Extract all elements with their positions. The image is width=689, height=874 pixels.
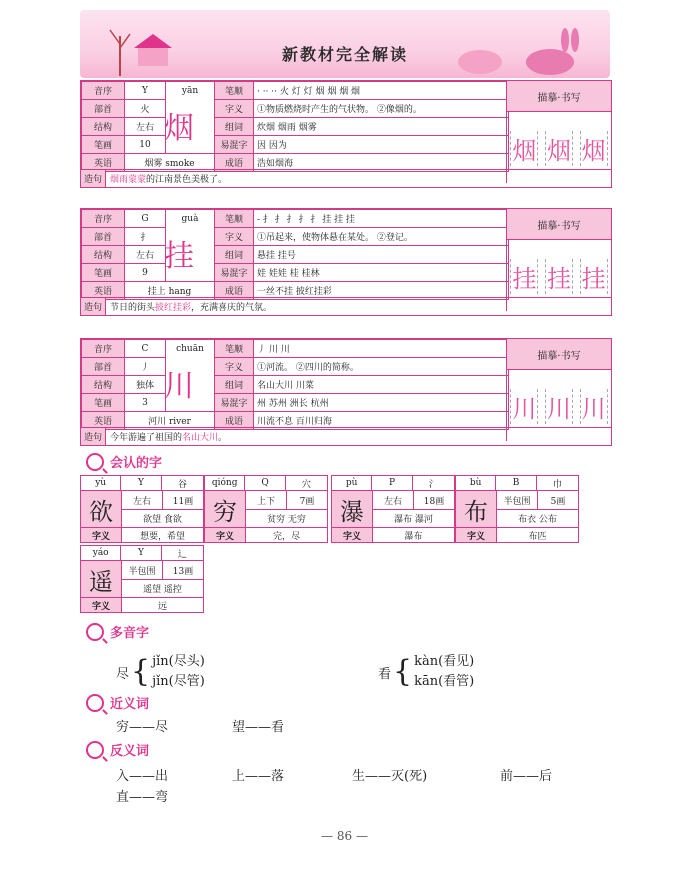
label-english: 英语 (82, 154, 125, 172)
order-letter: P (372, 476, 412, 490)
strokes: 11画 (172, 496, 194, 507)
label-meaning: 字义 (332, 528, 373, 542)
antonym-5: 直——弯 (116, 790, 169, 805)
label-confuse: 易混字 (215, 136, 254, 154)
meaning: ①物质燃烧时产生的气状物。 ②像烟的。 (254, 100, 509, 118)
structure: 左右 (125, 246, 166, 264)
sentence-highlight: 披红挂彩 (155, 303, 192, 313)
label-idiom: 成语 (215, 154, 254, 172)
words: 布衣 公布 (518, 515, 557, 525)
recognize-char: 瀑 (332, 491, 373, 527)
polyphone-1 (116, 652, 205, 692)
recognize-card (80, 545, 204, 613)
section-title: 反义词 (110, 744, 150, 759)
order-letter: Y (121, 476, 161, 490)
stroke-order: · ·· ·· 火 灯 灯 烟 烟 烟 烟 (254, 82, 509, 100)
words: 瀑布 瀑河 (394, 515, 433, 525)
sentence-row (81, 169, 611, 187)
recognize-char: 布 (456, 491, 497, 527)
magnifier-icon (86, 453, 104, 471)
structure: 半包围 (497, 491, 538, 509)
section-title: 近义词 (110, 697, 150, 712)
label-words: 组词 (215, 118, 254, 136)
main-character: 挂 (164, 239, 194, 274)
trace-box (506, 209, 611, 311)
stroke-order: 丿 川 川 (254, 340, 509, 358)
order-letter: Q (245, 476, 285, 490)
strokes: 5画 (550, 496, 566, 507)
trace-char: 挂 (510, 259, 538, 294)
radical: 氵 (428, 479, 438, 490)
main-character: 烟 (164, 111, 194, 146)
sentence-row (81, 297, 611, 315)
label-pinyin-order: 音序 (82, 82, 125, 100)
label-radical: 部首 (82, 100, 125, 118)
words: 炊烟 烟雨 烟雾 (254, 118, 509, 136)
words: 欲望 食欲 (143, 515, 182, 525)
trace-char: 烟 (510, 131, 538, 166)
sentence-post: ，充满喜庆的气氛。 (191, 303, 273, 313)
structure: 左右 (122, 491, 163, 509)
label-meaning: 字义 (215, 100, 254, 118)
sentence-post: 的江南景色美极了。 (146, 175, 228, 185)
trace-char: 挂 (545, 259, 573, 294)
label-stroke-order: 笔顺 (215, 82, 254, 100)
label-confuse: 易混字 (215, 264, 254, 282)
recognize-char: 遥 (81, 561, 122, 597)
radical: 火 (125, 100, 166, 118)
recognize-card (80, 475, 204, 543)
trace-char: 烟 (580, 131, 608, 166)
label-idiom: 成语 (215, 282, 254, 300)
brace-icon: { (131, 654, 151, 689)
pinyin: yù (81, 476, 121, 490)
pinyin: bù (456, 476, 496, 490)
pinyin: chuān (166, 340, 215, 358)
structure: 左右 (373, 491, 414, 509)
magnifier-icon (86, 741, 104, 759)
character-card-3 (80, 338, 612, 446)
reading-1: jǐn(尽头) (152, 654, 205, 669)
structure: 左右 (125, 118, 166, 136)
label-meaning: 字义 (205, 528, 246, 542)
structure: 半包围 (122, 561, 163, 579)
trace-char: 川 (580, 389, 608, 424)
sentence-highlight: 名山大川 (182, 433, 219, 443)
label-strokes: 笔画 (82, 136, 125, 154)
label-english: 英语 (82, 282, 125, 300)
meaning: ①吊起来，使物体悬在某处。 ②登记。 (254, 228, 509, 246)
strokes: 9 (125, 264, 166, 282)
words: 贫穷 无穷 (267, 515, 306, 525)
trace-box (506, 81, 611, 183)
label-english: 英语 (82, 412, 125, 430)
radical: 巾 (552, 479, 562, 490)
label-idiom: 成语 (215, 412, 254, 430)
order-letter: C (125, 340, 166, 358)
strokes: 13画 (172, 566, 194, 577)
trace-title: 描摹·书写 (507, 339, 611, 370)
structure: 独体 (125, 376, 166, 394)
strokes: 7画 (299, 496, 315, 507)
synonym-1: 穷——尽 (116, 720, 169, 735)
recognize-char: 穷 (205, 491, 246, 527)
idiom: 一丝不挂 披红挂彩 (254, 282, 509, 300)
magnifier-icon (86, 694, 104, 712)
section-title: 多音字 (110, 626, 150, 641)
recognize-card (331, 475, 455, 543)
character-card-1 (80, 80, 612, 188)
order-letter: Y (121, 546, 161, 560)
meaning: 远 (122, 598, 203, 612)
trace-char: 川 (510, 389, 538, 424)
confuse: 娃 娃娃 桂 桂林 (254, 264, 509, 282)
section-synonyms (86, 693, 149, 712)
strokes: 10 (125, 136, 166, 154)
page-title: 新教材完全解读 (281, 45, 408, 64)
main-character: 川 (164, 369, 194, 404)
page-number: — 86 — (321, 829, 368, 843)
label-stroke-order: 笔顺 (215, 210, 254, 228)
stroke-order: - 扌 扌 扌 扌 扌 挂 挂 挂 (254, 210, 509, 228)
label-pinyin-order: 音序 (82, 210, 125, 228)
polyphone-2 (378, 652, 474, 692)
sentence-pre: 节日的街头 (110, 303, 156, 313)
label-words: 组词 (215, 376, 254, 394)
synonym-2: 望——看 (232, 720, 285, 735)
radical: 穴 (301, 479, 311, 490)
section-recognize (86, 452, 162, 471)
label-meaning: 字义 (456, 528, 497, 542)
label-sentence: 造句 (81, 170, 106, 187)
label-radical: 部首 (82, 358, 125, 376)
order-letter: B (496, 476, 536, 490)
words: 遥望 遥控 (143, 585, 182, 595)
label-meaning: 字义 (215, 358, 254, 376)
radical: 谷 (177, 479, 187, 490)
confuse: 因 因为 (254, 136, 509, 154)
pinyin: pù (332, 476, 372, 490)
meaning: 布匹 (497, 528, 578, 542)
structure: 上下 (246, 491, 287, 509)
radical: 辶 (177, 549, 187, 560)
label-meaning: 字义 (81, 598, 122, 612)
antonym-4: 前——后 (500, 769, 553, 784)
polyphone-char: 尽 (116, 666, 130, 682)
sentence-highlight: 烟雨蒙蒙 (110, 175, 147, 185)
reading-2: jǐn(尽管) (152, 674, 205, 689)
label-sentence: 造句 (81, 298, 106, 315)
polyphone-char: 看 (378, 666, 392, 682)
english: 河川 river (125, 412, 215, 430)
trace-box (506, 339, 611, 441)
section-polyphone (86, 622, 149, 641)
trace-char: 川 (545, 389, 573, 424)
order-letter: Y (125, 82, 166, 100)
pinyin: qióng (205, 476, 245, 490)
idiom: 川流不息 百川归海 (254, 412, 509, 430)
strokes: 3 (125, 394, 166, 412)
radical: 丿 (125, 358, 166, 376)
trace-title: 描摹·书写 (507, 209, 611, 240)
antonym-1: 入——出 (116, 769, 169, 784)
label-stroke-order: 笔顺 (215, 340, 254, 358)
label-meaning: 字义 (81, 528, 122, 542)
sentence-row (81, 427, 611, 445)
words: 悬挂 挂号 (254, 246, 509, 264)
sentence-post: 。 (218, 433, 228, 443)
label-structure: 结构 (82, 376, 125, 394)
meaning: ①河流。 ②四川的简称。 (254, 358, 509, 376)
english: 烟雾 smoke (125, 154, 215, 172)
pinyin: yáo (81, 546, 121, 560)
recognize-char: 欲 (81, 491, 122, 527)
meaning: 完，尽 (246, 528, 327, 542)
section-antonyms (86, 740, 149, 759)
page-header (80, 10, 610, 78)
reading-2: kān(看管) (414, 674, 475, 689)
order-letter: G (125, 210, 166, 228)
trace-char: 烟 (545, 131, 573, 166)
label-strokes: 笔画 (82, 264, 125, 282)
recognize-card (204, 475, 328, 543)
strokes: 18画 (423, 496, 445, 507)
label-words: 组词 (215, 246, 254, 264)
idiom: 浩如烟海 (254, 154, 509, 172)
english: 挂上 hang (125, 282, 215, 300)
label-confuse: 易混字 (215, 394, 254, 412)
label-structure: 结构 (82, 246, 125, 264)
reading-1: kàn(看见) (414, 654, 475, 669)
meaning: 瀑布 (373, 528, 454, 542)
words: 名山大川 川菜 (254, 376, 509, 394)
magnifier-icon (86, 623, 104, 641)
radical: 扌 (125, 228, 166, 246)
antonym-3: 生——灭(死) (352, 769, 428, 784)
label-structure: 结构 (82, 118, 125, 136)
pinyin: yān (166, 82, 215, 100)
label-radical: 部首 (82, 228, 125, 246)
antonym-2: 上——落 (232, 769, 285, 784)
section-title: 会认的字 (110, 456, 163, 471)
sentence-pre: 今年游遍了祖国的 (110, 433, 183, 443)
meaning: 想要，希望 (122, 528, 203, 542)
brace-icon: { (393, 654, 413, 689)
trace-char: 挂 (580, 259, 608, 294)
label-pinyin-order: 音序 (82, 340, 125, 358)
trace-title: 描摹·书写 (507, 81, 611, 112)
pinyin: guà (166, 210, 215, 228)
recognize-card (455, 475, 579, 543)
label-strokes: 笔画 (82, 394, 125, 412)
confuse: 州 苏州 洲长 杭州 (254, 394, 509, 412)
character-card-2 (80, 208, 612, 316)
label-sentence: 造句 (81, 428, 106, 445)
label-meaning: 字义 (215, 228, 254, 246)
